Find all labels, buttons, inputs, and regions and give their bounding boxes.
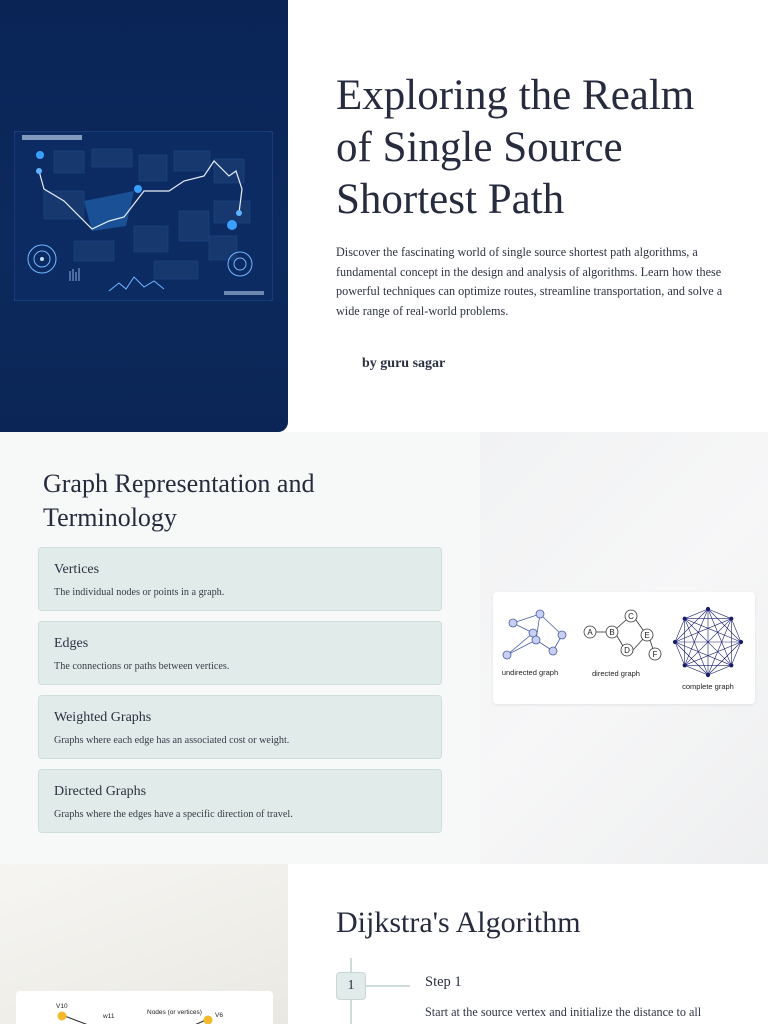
node-label: A — [587, 628, 593, 637]
map-pin-icon — [36, 151, 44, 159]
node-v10 — [58, 1012, 67, 1021]
node-v6 — [204, 1016, 213, 1024]
presentation-description: Discover the fascinating world of single source shortest path algorithms, a fundamental concept in the design and analysis of algorithms. Learn how these powerful techniques can optimize routes, streamline transportation, and solve a wide range of real-world problems. — [336, 245, 723, 318]
term-description: Graphs where each edge has an associated cost or weight. — [54, 735, 290, 746]
author-prefix: by — [362, 356, 377, 371]
city-map-navigation-image — [0, 0, 288, 432]
term-description: Graphs where the edges have a specific direction of travel. — [54, 809, 293, 820]
term-card-directed-graphs — [38, 769, 442, 833]
term-list — [38, 547, 442, 843]
term-title: Weighted Graphs — [54, 710, 152, 725]
map-pin-icon — [134, 185, 142, 193]
term-card-vertices — [38, 547, 442, 611]
slide-title: Dijkstra's Algorithm — [336, 906, 581, 939]
map-illustration — [14, 131, 273, 301]
node-label: B — [609, 628, 615, 637]
node-label: D — [624, 646, 630, 655]
term-card-edges — [38, 621, 442, 685]
weighted-graph-illustration — [16, 991, 273, 1024]
graph-terminology-slide — [0, 432, 768, 864]
term-card-weighted-graphs — [38, 695, 442, 759]
complete-graph-node — [706, 607, 710, 611]
label-w11: w11 — [103, 1013, 115, 1020]
title-slide — [0, 0, 768, 432]
node-label: E — [644, 631, 650, 640]
term-description: The connections or paths between vertices. — [54, 661, 230, 672]
caption-directed: directed graph — [592, 669, 640, 678]
term-description: The individual nodes or points in a graph. — [54, 587, 225, 598]
slide-title: Graph Representation and Terminology — [43, 469, 315, 532]
complete-graph-node — [683, 664, 687, 668]
step-number-badge: 1 — [336, 972, 366, 1000]
label-nodes: Nodes (or vertices) — [147, 1009, 202, 1016]
term-title: Vertices — [54, 562, 100, 577]
author-line — [362, 356, 445, 372]
complete-graph-node — [673, 640, 677, 644]
complete-graph-node — [730, 664, 734, 668]
step-connector — [366, 985, 410, 987]
node-label: F — [652, 650, 658, 659]
node-label: C — [628, 612, 634, 621]
term-title: Directed Graphs — [54, 784, 147, 799]
dijkstra-slide — [0, 864, 768, 1024]
complete-graph-node — [730, 617, 734, 621]
label-v6: V6 — [215, 1012, 223, 1019]
complete-graph-node — [683, 617, 687, 621]
author-name: guru sagar — [380, 356, 446, 371]
caption-complete: complete graph — [682, 682, 734, 691]
presentation-title: Exploring the Realm of Single Source Shortest Path — [336, 72, 695, 223]
map-pin-icon — [227, 220, 237, 230]
weighted-graph-figure — [16, 991, 273, 1024]
graph-types-figure — [493, 592, 755, 704]
label-v10: V10 — [56, 1003, 68, 1010]
complete-graph-node — [739, 640, 743, 644]
step-title: Step 1 — [425, 974, 462, 990]
step-description: Start at the source vertex and initialize the distance to all — [425, 1005, 702, 1019]
complete-graph-node — [706, 673, 710, 677]
caption-undirected: undirected graph — [501, 668, 559, 677]
graph-types-illustration — [493, 592, 755, 704]
term-title: Edges — [54, 636, 89, 651]
